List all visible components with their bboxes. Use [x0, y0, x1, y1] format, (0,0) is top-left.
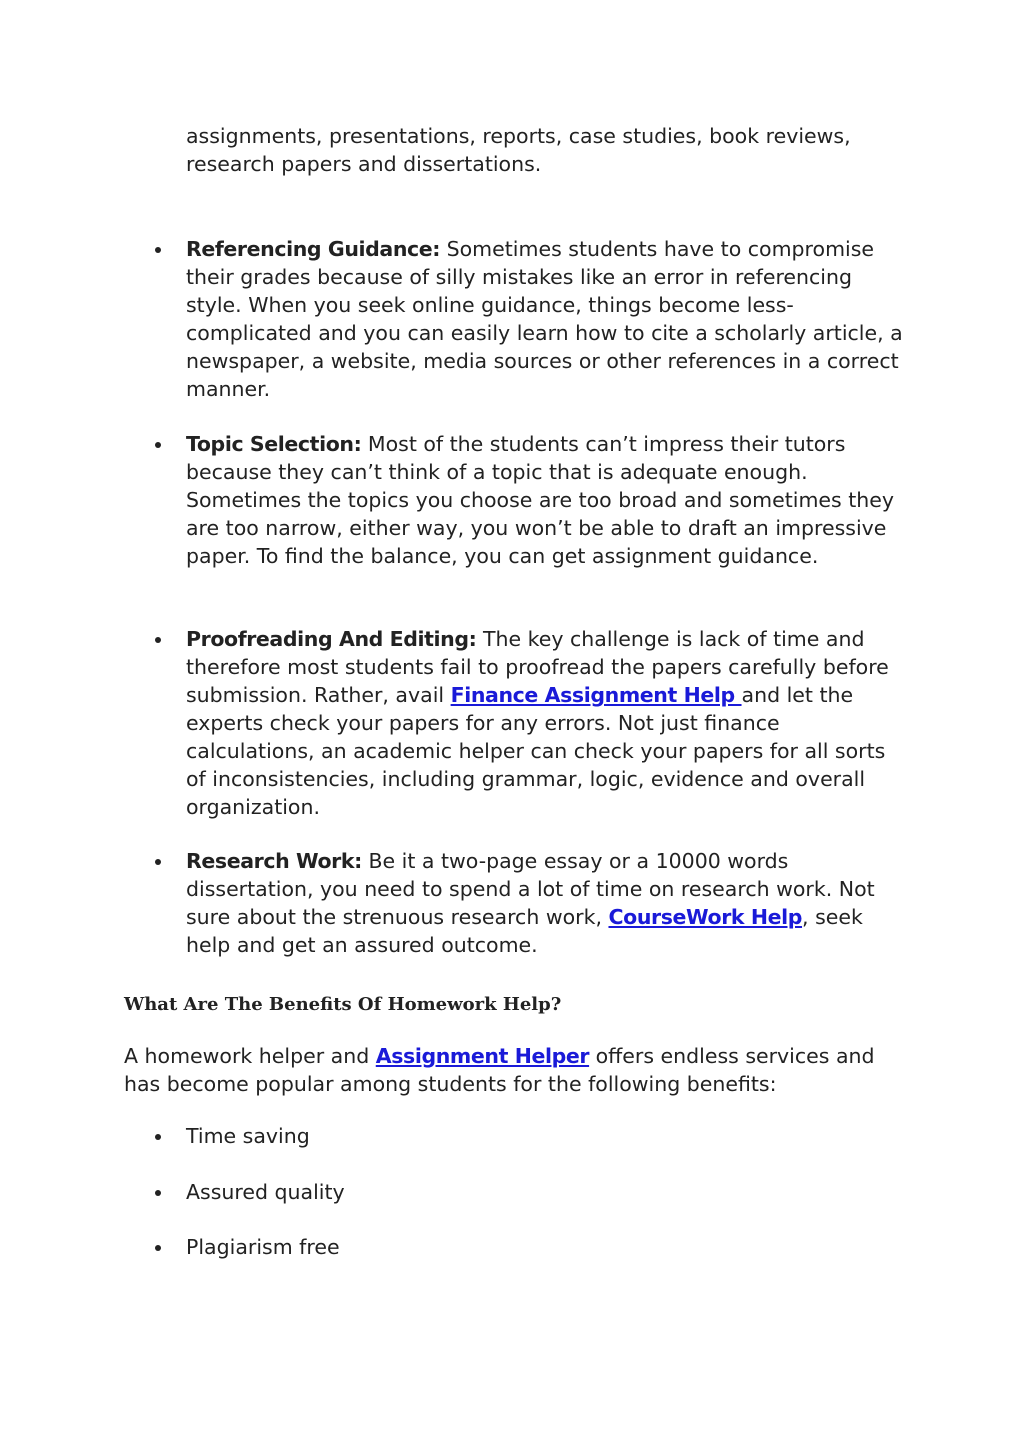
list-item-proofreading-editing	[186, 625, 906, 821]
bullet-icon	[155, 637, 161, 643]
list-item-referencing-guidance	[186, 235, 906, 403]
bullet-icon	[155, 247, 161, 253]
list-item-topic-selection	[186, 430, 906, 570]
finance-assignment-help-link[interactable]: Finance Assignment Help	[450, 683, 742, 707]
benefit-label: Assured quality	[186, 1180, 345, 1204]
benefits-text-after: offers endless services and has become popular among students for the following benefits:	[124, 1044, 875, 1096]
bullet-icon	[155, 1245, 161, 1251]
list-item-research-work	[186, 847, 906, 959]
bullet-icon	[155, 859, 161, 865]
bullet-icon	[155, 1190, 161, 1196]
assignment-helper-link[interactable]: Assignment Helper	[375, 1044, 590, 1068]
benefit-label: Plagiarism free	[186, 1235, 340, 1259]
bullet-icon	[155, 442, 161, 448]
proofreading-text-before: The key challenge is lack of time and therefore most students fail to proofread the papers carefully before submission. Rather, avail	[186, 627, 889, 707]
benefit-item-assured-quality	[186, 1178, 345, 1206]
benefit-label: Time saving	[186, 1124, 310, 1148]
bullet-icon	[155, 1134, 161, 1140]
proofreading-text-after: and let the experts check your papers for any errors. Not just finance calculations, an academic helper can check your papers for all sorts of inconsistencies, including grammar, logic, evidence and overall organization.	[186, 683, 886, 819]
term-topic-selection: Topic Selection:	[186, 432, 362, 456]
intro-paragraph: assignments, presentations, reports, case studies, book reviews, research papers and dissertations.	[186, 124, 851, 176]
term-proofreading-editing: Proofreading And Editing:	[186, 627, 477, 651]
benefit-item-time-saving	[186, 1122, 310, 1150]
benefits-text-before: A homework helper and	[124, 1044, 376, 1068]
term-referencing-guidance: Referencing Guidance:	[186, 237, 441, 261]
coursework-help-link[interactable]: CourseWork Help	[608, 905, 803, 929]
referencing-guidance-text: Sometimes students have to compromise their grades because of silly mistakes like an error in referencing style. When you seek online guidance, things become less-complicated and you can easily learn how to cite a scholarly article, a newspaper, a website, media sources or other references in a correct manner.	[186, 237, 903, 401]
benefits-paragraph	[124, 1042, 914, 1098]
research-work-text-after: , seek help and get an assured outcome.	[186, 905, 863, 957]
term-research-work: Research Work:	[186, 849, 362, 873]
topic-selection-text: Most of the students can’t impress their tutors because they can’t think of a topic that is adequate enough. Sometimes the topics you choose are too broad and sometimes they are too narrow, either way, you won’t be able to draft an impressive paper. To find the balance, you can get assignment guidance.	[186, 432, 895, 568]
benefit-item-plagiarism-free	[186, 1233, 340, 1261]
benefits-heading: What Are The Benefits Of Homework Help?	[124, 994, 562, 1015]
research-work-text-before: Be it a two-page essay or a 10000 words dissertation, you need to spend a lot of time on research work. Not sure about the strenuous research work,	[186, 849, 875, 929]
